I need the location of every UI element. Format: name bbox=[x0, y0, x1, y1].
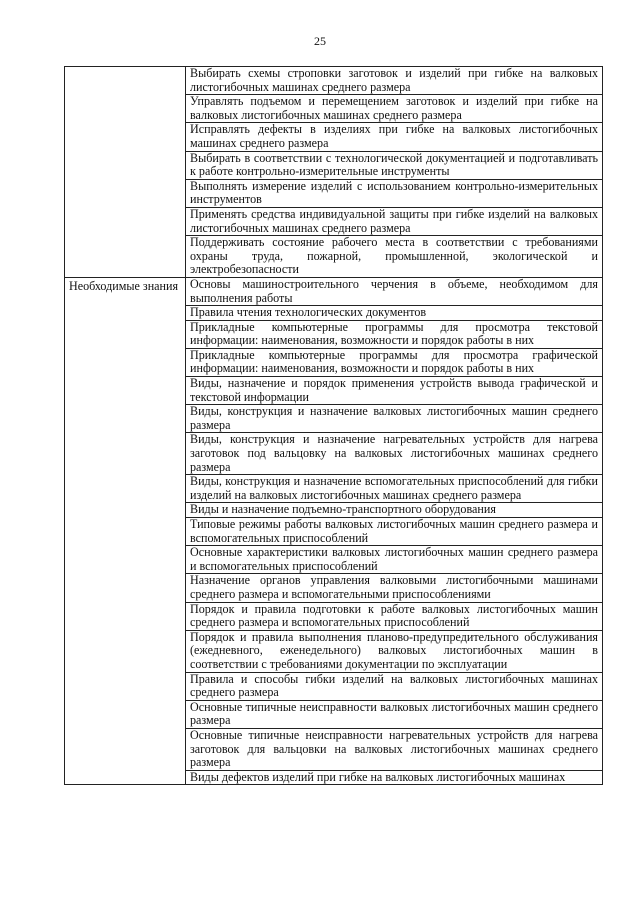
table-cell: Виды, конструкция и назначение нагревательных устройств для нагрева заготовок под вальцовку на валковых листогибочных машинах среднего размера bbox=[186, 433, 603, 475]
table-cell: Основы машиностроительного черчения в объеме, необходимом для выполнения работы bbox=[186, 277, 603, 305]
table-cell: Поддерживать состояние рабочего места в соответствии с требованиями охраны труда, пожарной, промышленной, экологической и электробезопасности bbox=[186, 236, 603, 278]
table-cell: Порядок и правила подготовки к работе валковых листогибочных машин среднего размера и вспомогательных приспособлений bbox=[186, 602, 603, 630]
table-cell: Основные типичные неисправности валковых листогибочных машин среднего размера bbox=[186, 700, 603, 728]
table-cell: Управлять подъемом и перемещением заготовок и изделий при гибке на валковых листогибочных машинах среднего размера bbox=[186, 95, 603, 123]
table-cell: Исправлять дефекты в изделиях при гибке на валковых листогибочных машинах среднего размера bbox=[186, 123, 603, 151]
table-cell: Назначение органов управления валковыми листогибочными машинами среднего размера и вспомогательными приспособлениями bbox=[186, 574, 603, 602]
table-cell: Выбирать схемы строповки заготовок и изделий при гибке на валковых листогибочных машинах среднего размера bbox=[186, 67, 603, 95]
table-cell: Виды, конструкция и назначение вспомогательных приспособлений для гибки изделий на валковых листогибочных машинах среднего размера bbox=[186, 475, 603, 503]
table-cell: Прикладные компьютерные программы для просмотра графической информации: наименования, возможности и порядок работы в них bbox=[186, 348, 603, 376]
table-cell: Типовые режимы работы валковых листогибочных машин среднего размера и вспомогательных приспособлений bbox=[186, 518, 603, 546]
table-cell: Применять средства индивидуальной защиты при гибке изделий на валковых листогибочных машинах среднего размера bbox=[186, 207, 603, 235]
table-cell: Правила чтения технологических документов bbox=[186, 306, 603, 321]
table-cell: Выбирать в соответствии с технологической документацией и подготавливать к работе контрольно-измерительные инструменты bbox=[186, 151, 603, 179]
table-cell: Виды, конструкция и назначение валковых листогибочных машин среднего размера bbox=[186, 405, 603, 433]
table-body bbox=[65, 67, 603, 785]
row-group-label bbox=[65, 67, 186, 278]
table-cell: Виды и назначение подъемно-транспортного оборудования bbox=[186, 503, 603, 518]
table-row bbox=[65, 67, 603, 95]
table-cell: Основные характеристики валковых листогибочных машин среднего размера и вспомогательных приспособлений bbox=[186, 546, 603, 574]
table-cell: Основные типичные неисправности нагревательных устройств для нагрева заготовок для вальцовки на валковых листогибочных машинах среднего размера bbox=[186, 728, 603, 770]
competency-table bbox=[64, 66, 603, 785]
table-cell: Порядок и правила выполнения планово-предупредительного обслуживания (ежедневного, еженедельного) валковых листогибочных машин в соответствии с требованиями документации по эксплуатации bbox=[186, 630, 603, 672]
table-cell: Виды, назначение и порядок применения устройств вывода графической и текстовой информации bbox=[186, 377, 603, 405]
table-cell: Правила и способы гибки изделий на валковых листогибочных машинах среднего размера bbox=[186, 672, 603, 700]
table-cell: Выполнять измерение изделий с использованием контрольно-измерительных инструментов bbox=[186, 179, 603, 207]
table-row bbox=[65, 277, 603, 305]
page-number: 25 bbox=[314, 34, 326, 48]
row-group-label: Необходимые знания bbox=[65, 277, 186, 784]
table-cell: Прикладные компьютерные программы для просмотра текстовой информации: наименования, возможности и порядок работы в них bbox=[186, 320, 603, 348]
table-cell: Виды дефектов изделий при гибке на валковых листогибочных машинах bbox=[186, 770, 603, 785]
